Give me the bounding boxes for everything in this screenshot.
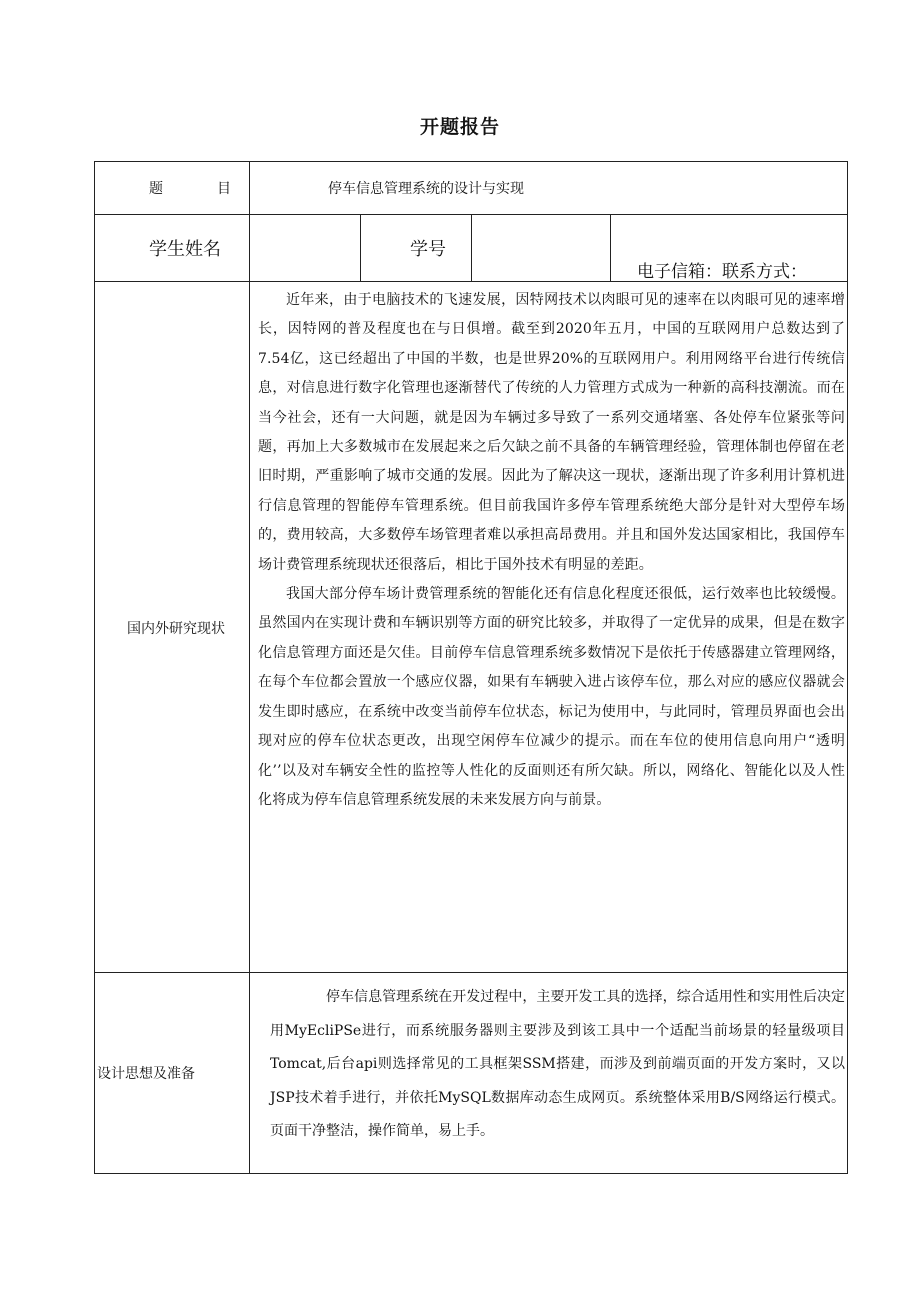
- topic-value: 停车信息管理系统的设计与实现: [328, 181, 524, 197]
- topic-label-1: 题: [149, 181, 163, 197]
- research-content-cell: [249, 281, 848, 973]
- research-paragraph-2: 我国大部分停车场计费管理系统的智能化还有信息化程度还很低，运行效率也比较缓慢。虽然国内在实现计费和车辆识别等方面的研究比较多，并取得了一定优异的成果，但是在数字化信息管理方面还是欠佳。目前停车信息管理系统多数情况下是依托于传感器建立管理网络，在每个车位都会置放一个感应仪器，如果有车辆驶入进占该停车位，那么对应的感应仪器就会发生即时感应，在系统中改变当前停车位状态，标记为使用中，与此同时，管理员界面也会出现对应的停车位状态更改，出现空闲停车位减少的提示。而在车位的使用信息向用户“透明化’’以及对车辆安全性的监控等人性化的反面则还有所欠缺。所以，网络化、智能化以及人性化将成为停车信息管理系统发展的未来发展方向与前景。: [258, 586, 845, 808]
- design-paragraph: 停车信息管理系统在开发过程中，主要开发工具的选择，综合适用性和实用性后决定用MyEcliPSe进行，而系统服务器则主要涉及到该工具中一个适配当前场景的轻量级项目Tomcat,后台api则选择常见的工具框架SSM搭建，而涉及到前端页面的开发方案时，又以JSP技术着手进行，并依托MySQL数据库动态生成网页。系统整体采用B/S网络运行模式。页面干净整洁，操作简单，易上手。: [270, 989, 845, 1140]
- student-name-label-cell: [94, 214, 250, 282]
- design-label-cell: [94, 972, 250, 1174]
- student-name-value-cell: [249, 214, 361, 282]
- contact-label: 电子信箱：联系方式：: [637, 262, 807, 282]
- student-name-label: 学生姓名: [149, 239, 221, 260]
- research-label: 国内外研究现状: [127, 621, 225, 637]
- student-id-label-cell: [360, 214, 472, 282]
- design-content-cell: [249, 972, 848, 1174]
- design-label: 设计思想及准备: [97, 1066, 195, 1082]
- contact-cell: [610, 214, 848, 282]
- research-paragraph-1: 近年来，由于电脑技术的飞速发展，因特网技术以肉眼可见的速率在以肉眼可见的速率增长，因特网的普及程度也在与日俱增。截至到2020年五月，中国的互联网用户总数达到了7.54亿，这已经超出了中国的半数，也是世界20%的互联网用户。利用网络平台进行传统信息，对信息进行数字化管理也逐渐替代了传统的人力管理方式成为一种新的高科技潮流。而在当今社会，还有一大问题，就是因为车辆过多导致了一系列交通堵塞、各处停车位紧张等问题，再加上大多数城市在发展起来之后欠缺之前不具备的车辆管理经验，管理体制也停留在老旧时期，严重影响了城市交通的发展。因此为了解决这一现状，逐渐出现了许多利用计算机进行信息管理的智能停车管理系统。但目前我国许多停车管理系统绝大部分是针对大型停车场的，费用较高，大多数停车场管理者难以承担高昂费用。并且和国外发达国家相比，我国停车场计费管理系统现状还很落后，相比于国外技术有明显的差距。: [258, 292, 845, 573]
- student-id-label: 学号: [410, 239, 446, 260]
- page-title: 开题报告: [419, 116, 500, 138]
- topic-label-2: 目: [217, 181, 231, 197]
- student-id-value-cell: [471, 214, 611, 282]
- topic-label-cell: [94, 161, 250, 215]
- research-label-cell: [94, 281, 250, 973]
- topic-value-cell: [249, 161, 848, 215]
